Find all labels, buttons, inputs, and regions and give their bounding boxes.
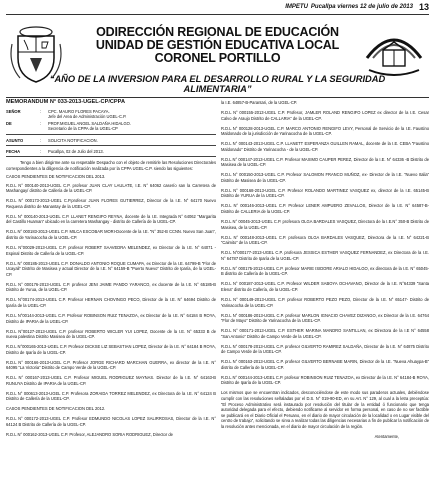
resolution-entry: R.D.L N° 000176-2013-UGEL C.P. profesor JENI JAIME PANDO YARANCO, ex docente de la I.E. N° 65185-B Distrito de Yurua, de la UGEL-CP. bbox=[6, 281, 216, 293]
resolution-entry: R.D.L N° 000140-2013-UGEL C.P. profesor JUAN CLAY LAULATE, I.E. N° 64062 caserío san la Carretera de Mashangay/ distrito de Callería de la UGEL-CP. bbox=[6, 182, 216, 194]
resolution-entry: R.D.L N°00029-2013-UGEL C.P. profesor ROBERT SAAVEDRA MELENDEZ, ex Director de la I.E. N° 64071 - Espinal Distrito de Callería de la UGEL-CP. bbox=[6, 245, 216, 256]
resolution-entry: R.D.L N°000177-2013-UGEL C.P. profesora JESSICA ESTHER VASQUEZ FERNANDEZ, ex Directora de la I.E. N° 64787 Distrito de Iparía de la UGEL-CP. bbox=[221, 250, 429, 261]
closing-paragraph: Los mismos que se encuentran indicados, desconociéndose de este modo sus paraderos actuales, debiéndose cumplir con las resoluciones señaladas por el D.S. N° 019-90-ED, en su Art. N° 129, al cual a la letra preceptúa: “El Proceso Administrativo será instaurado por resolución del titular de la entidad ó funcionario que tenga autoridad delegada para el efecto, debiendo notificarse al servidor en forma personal, en caso de no ser factible se publicará en el Diario Oficial el Peruano, en el diario de mayor circulación de la localidad o en Lugar visible del centro de trabajo”, solicitando se sirva a realizar todas las diligencias necesarias a fin de publicar la notificación de la resolución antes mencionada, en el diario de mayor circulación de la región. bbox=[221, 390, 429, 429]
field-key: SEÑOR bbox=[6, 108, 21, 114]
resolution-entry: CASOS PENDIENTES DE NOTIFICACION DEL 2012. bbox=[6, 406, 106, 412]
resolution-entry: R.D.L N° 000172-2013-UGEL C.P. Profesor EDMUNDO NICOLAS LOPEZ SALIRROSAS, Director de la I.E. N° 64124 B Distrito de Callería de la UGEL-CP. bbox=[6, 416, 216, 427]
resolution-entry: R.D.L N°00127-2013-UGEL C.P. profesor ROBERTO WICLER YUI LOPEZ, Docente de la I.E. N° 65333 B de nueva palestina Distrito Masisea de la UGEL-CP. bbox=[6, 328, 216, 340]
divider bbox=[6, 145, 216, 146]
left-column bbox=[6, 100, 216, 442]
resolution-entry: R.D.L N° 000162-2013-UGEL C.P. Profesor, ALEJANDRO SORIA RODRIGUEZ, Director de bbox=[6, 431, 173, 437]
title-line-3: CORONEL PORTILLO bbox=[154, 51, 281, 65]
resolution-entry: R.D.L N° 000173-2013-UGEL C.P.profesor JUAN FLORES GUTIERREZ, Director de la I.E. N° 64170 Nuevo Requena distrito de Manantay de la UGEL-CP. bbox=[6, 198, 216, 209]
resolution-entry: R.D.L N°00174-2013-UGEL C.P. Profesor HERNAN CHOVINGO PECO, Director de la I.E. N° 64694 Distrito de Iparía de la UGEL-CP. bbox=[6, 297, 216, 308]
field-value: Jefe del Area de Administración UGEL-C.P. bbox=[48, 114, 127, 120]
resolution-entry: R.D.L N° 000183-2013-UGEL C.P. MILCA ESCOBAR MORI-Docente de la I.E. “N° 352-B CCNN. Nuevo San Juan”, distrito de Yarinacocha de la UGEL-CP. bbox=[6, 229, 216, 241]
resolution-entry: R.D.L N° 000155-2013-UGEL C.P. Profesor, JAMLER ROLAND RENGIFO LOPEZ ex director de la I.E. Cesar Calvo de Araujo Distrito de CALLARIA” de la UGEL-CP. bbox=[221, 109, 429, 121]
header-rule bbox=[6, 97, 429, 98]
field-key: FECHA bbox=[6, 148, 21, 154]
field-key: ASUNTO bbox=[6, 137, 24, 143]
title-line-1: ODIRECCIÓN REGIONAL DE EDUCACIÓN bbox=[96, 25, 339, 39]
resolution-entry: R.D.L N° 000147-2013-UGEL C.P. Profesor MAXIMO CAUPER PEREZ, Director de la I.E. N° 64336 -B Distrito de Masisea de la UGEL-CP. bbox=[221, 156, 429, 168]
resolution-entry: R.D.L N° 000175-2013-UGEL C.P. profesor MARIE ISIDORE ARIALO HIDALGO, ex directora de la I.E. N° 65045-B distrito de Callería de la UGEL-CP. bbox=[221, 265, 429, 277]
newspaper-topbar bbox=[0, 0, 435, 14]
divider bbox=[6, 156, 216, 157]
resolution-entry: R.D.L N° 000185-2013-UGEL C.P. DONALDO ANTONIO ROQUE CUMAPA, ex Director de la I.E. 64799-B “Flor de Ucayali” Distrito de Masisea y actual Director de la I.E. N° 64159-B “Puerto Nuevo” Distrito de Iparía, de la UGEL-CP. bbox=[6, 260, 216, 277]
resolution-entry: R.D.L N° 000178-2013-UGEL C.P. profesor GILVERTO RAMIREZ SALDAÑA, Director de la I.E. N° 64875 Distrito de Campo Verde de la UGEL-CP. bbox=[221, 343, 429, 355]
resolution-entry: R.D.L N° 000140-2013-UGEL C.P. LLANET RENGIFO REYNA, docente de la I.E. Integrada N° 64062 “Margarita del Castillo Huaman” ubicado en la carretera Mashangay - distrito de Callería de la UGEL-CP. bbox=[6, 213, 216, 225]
top-rule bbox=[6, 14, 429, 15]
resolution-entry: R.D.L N° 000171-2013-UGEL C.P. ESTHER MARINA MANDRO SANTILLAN, ex Directora de la I.E N° 64558 “San Antonio” Distrito de Campo Verde de la UGEL-CP. bbox=[221, 328, 429, 339]
field-value: Secretario de la CPPA de la UGEL-CP bbox=[48, 126, 118, 132]
resolution-entry: R.D.L N° 000146-2013-UGEL C.P. Profesor LENER AMPUERO ZEVALLOS, Director de la I.E. N° 64587-B- Distrito de CALLERIA de la UGEL-CP. bbox=[221, 203, 429, 215]
resolution-entry: R.D.L N° 000149-2013-UGEL C.P. profesor ROBERTO PEZO PEZO, Director de la I.E. N° 65147- Distrito de Yarinacocha de la UGEL-CP. bbox=[221, 296, 429, 308]
field-recipient: SEÑOR : CPC. MAURO FLORES PACAYA. Jefe del Area de Administración UGEL-C.P. bbox=[6, 109, 216, 120]
office-title bbox=[76, 26, 359, 65]
right-column bbox=[221, 100, 429, 440]
field-value: SOLICITA NOTIFICACION. bbox=[48, 137, 98, 143]
title-line-2: UNIDAD DE GESTIÓN EDUCATIVA LOCAL bbox=[95, 38, 340, 52]
ugel-logo-icon bbox=[363, 28, 425, 78]
notice-header bbox=[6, 18, 429, 96]
memo-number: MEMORANDUM N° 033-2013-UGEL-CP/CPPA bbox=[6, 99, 125, 105]
resolution-entry: R.D.L N°00144-2013-UGEL C.P. Profesor ROBINSON RUIZ TENAZOA, ex Director de la I.E. N° 64184 B ROYA, Distrito de IPARIA de la UGEL-CP. bbox=[6, 312, 216, 324]
left-entries bbox=[6, 183, 216, 438]
resolution-entry: R.D.L N° 000144-2013-UGEL C.P. profesor ROBINSON RUIZ TENAZOA, ex Director de la I.E. N° 64184-B ROYA, Distrito de Iparía de la UGEL-CP. bbox=[221, 374, 429, 386]
resolution-entry: R.D.L N° 000143-2013-UGEL C.P. LLANETT ESPERANZA GUILLEN RAMAL, docente de la I.E. CEBA “Faustino Maldonado” Distrito de Yarinacocha - de la UGEL-CP. bbox=[221, 141, 429, 152]
resolution-entry: R.D.L N° 000186-2013-UGEL C.P. profesor MARLON IGNACIO CHAVEZ DIZANGO, ex Director de la I.E. 64764 “Flor de Mayo” Distrito de Yarinacocha de la UGEL-CP. bbox=[221, 312, 429, 324]
page-number: 13 bbox=[418, 2, 429, 12]
edition-date: Pucallpa viernes 12 de julio de 2013 bbox=[310, 4, 413, 10]
resolution-entry: la I.E. 64857-B-Parantari, de la UGEL-CP. bbox=[221, 100, 298, 105]
brand-name: IMPETU bbox=[285, 4, 308, 10]
resolution-entry: R.D.L N° 000613-2013-UGEL C.P. Profesora ZORAIDA TORREZ MELENDEZ, ex Directora de la I.E. N° 64124 B Distrito de Callería de la UGEL-CP. bbox=[6, 390, 216, 402]
right-entries bbox=[221, 100, 429, 386]
field-value: PROF.MIGUEL ANGEL SALDAÑA HIDALGO. bbox=[48, 120, 131, 126]
cases-header: CASOS PENDIENTES DE NOTIFICACION DEL 2013. bbox=[6, 174, 106, 180]
resolution-entry: R.D.L N° 000167-2013-UGEL C.P. Profesor MIGUEL RODRIGUEZ MAYNAS. Director de la I.E. N° 64163-B RUNUYA Distrito de IPARIA de la UGEL-CP. bbox=[6, 375, 216, 386]
divider bbox=[6, 134, 216, 135]
resolution-entry: R.D.L N° 000187-2013-UGEL C.P. Profesor WILDER SABOYA OCHAVANO, Director de la I.E. N°64339 “Santa Elena” distrito de Callería, de la UGEL-CP. bbox=[221, 281, 429, 292]
resolution-entry: R.D.L N° 000128-2013-UGEL C.P. MARCO ANTONIO RENGIFO LEVY, Personal de Servicio de la I.E. Faustino Maldonado de la jurisdicción de Yarinacocha de la UGEL-CP. bbox=[221, 125, 429, 137]
memo-intro: Tengo a bien dirigirme ante su respetable Despacho con el objeto de remitirle las Resoluciones Directorales correspondientes a la diligencia de notificación realizada por la CPPA UGEL-C.P. siendo las siguientes: bbox=[6, 159, 216, 171]
signoff: Atentamente, bbox=[374, 433, 399, 439]
resolution-entry: R.D.L N° 000166-2013-UGEL C.P. Profesor JORGE RICHARD MARCHAN GUERRA, ex director de la I.E. N° 64095 “La Victoria” Distrito de Campo Verde de la UGEL-CP. bbox=[6, 359, 216, 371]
resolution-entry: R.D.L N°000165-2013-UGEL C.P. Profesor DICKSE LIZ SEBASTIAN LOPEZ, Director de la I.E. N° 64184 B ROYA, Distrito de Iparía de la UGEL-CP. bbox=[6, 344, 216, 355]
field-subject: ASUNTO : SOLICITA NOTIFICACION. bbox=[6, 138, 216, 144]
resolution-entry: R.D.L N° 000168-2013-UGEL C.P. Profesor ROLANDO MARTINEZ VASQUEZ ex, director de la I.E. 65145-B Distrito de YURUA de la UGEL-CP. bbox=[221, 187, 429, 199]
field-value: CPC. MAURO FLORES PACAYA. bbox=[48, 108, 110, 114]
field-date: FECHA : Pucallpa, 02 de Julio del 2013. bbox=[6, 149, 216, 155]
resolution-entry: R.D.L N° 000163-2013-UGEL C.P. profesor GILVERTO BERNABE MARIN, Director de la I.E. “Nueva Ahuaypa-B” distrito de Callería de la UGEL-CP. bbox=[221, 359, 429, 370]
field-sender: DE : PROF.MIGUEL ANGEL SALDAÑA HIDALGO. Secretario de la CPPA de la UGEL-CP bbox=[6, 121, 216, 132]
field-key: DE bbox=[6, 120, 12, 126]
resolution-entry: R.D.L N° 000148-2013-UGEL C.P. profesora OLGA BARDALES VASQUEZ, Directora de la I.E. N° 64221-B “Caimito” de la UGEL-CP. bbox=[221, 234, 429, 246]
resolution-entry: R.D.L N° 00045-2013-UGEL C.P. profesora OLGA BARDALES VASQUEZ, Directora de la I.E.N° 350-B Distrito de Masisea, de la UGEL-CP. bbox=[221, 219, 429, 230]
field-value: Pucallpa, 02 de Julio del 2013. bbox=[48, 148, 104, 154]
year-slogan: “AÑO DE LA INVERSION PARA EL DESARROLLO RURAL Y LA SEGURIDAD ALIMENTARIA” bbox=[49, 74, 386, 94]
resolution-entry: R.D.L N° 000150-2013-UGEL C.P. Profesor SALOMON FRANCO MUÑOZ, ex- Director de la I.E. “Nuevo Italia” Distrito de Masisea de la UGEL-CP. bbox=[221, 172, 429, 183]
